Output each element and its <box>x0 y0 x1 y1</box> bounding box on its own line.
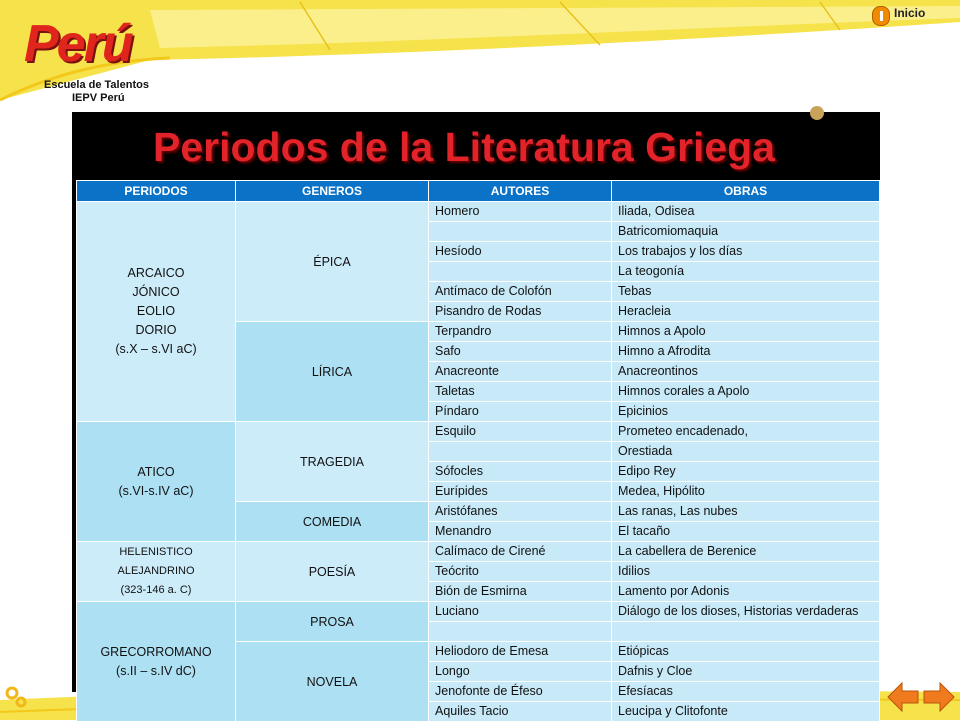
author-cell: Eurípides <box>429 482 612 502</box>
author-cell: Anacreonte <box>429 362 612 382</box>
work-cell: Leucipa y Clitofonte <box>612 702 880 722</box>
literature-table <box>76 180 880 722</box>
logo: Perú <box>24 15 132 73</box>
work-cell: Tebas <box>612 282 880 302</box>
logo-subtitle: Escuela de Talentos <box>44 79 149 91</box>
period-line: DORIO <box>135 323 177 337</box>
home-button[interactable] <box>872 6 925 26</box>
author-cell <box>429 442 612 462</box>
work-cell: Diálogo de los dioses, Historias verdaderas <box>612 602 880 622</box>
period-line: ATICO <box>137 464 175 479</box>
column-header-authors: AUTORES <box>429 181 612 202</box>
table-row <box>77 422 880 442</box>
genre-tragedia: TRAGEDIA <box>236 422 429 502</box>
work-cell <box>612 622 880 642</box>
author-cell: Longo <box>429 662 612 682</box>
work-cell: Anacreontinos <box>612 362 880 382</box>
table-row <box>77 542 880 562</box>
author-cell: Menandro <box>429 522 612 542</box>
genre-lirica: LÍRICA <box>236 322 429 422</box>
column-header-periods: PERIODOS <box>77 181 236 202</box>
author-cell: Jenofonte de Éfeso <box>429 682 612 702</box>
period-grecorromano <box>77 602 236 722</box>
work-cell: Las ranas, Las nubes <box>612 502 880 522</box>
table-row <box>77 602 880 622</box>
author-cell: Esquilo <box>429 422 612 442</box>
work-cell: Himno a Afrodita <box>612 342 880 362</box>
author-cell <box>429 262 612 282</box>
period-line: HELENISTICO <box>119 546 193 558</box>
work-cell: Iliada, Odisea <box>612 202 880 222</box>
period-line: (323-146 a. C) <box>120 584 192 596</box>
author-cell <box>429 222 612 242</box>
period-line: ARCAICO <box>127 266 185 280</box>
genre-prosa: PROSA <box>236 602 429 642</box>
author-cell: Aquiles Tacio <box>429 702 612 722</box>
rings-icon <box>4 684 30 710</box>
column-header-genres: GENEROS <box>236 181 429 202</box>
period-atico <box>77 422 236 542</box>
genre-poesia: POESÍA <box>236 542 429 602</box>
work-cell: Dafnis y Cloe <box>612 662 880 682</box>
author-cell: Luciano <box>429 602 612 622</box>
logo-subtitle-2: IEPV Perú <box>72 92 125 104</box>
table-row <box>77 202 880 222</box>
author-cell: Heliodoro de Emesa <box>429 642 612 662</box>
author-cell: Píndaro <box>429 402 612 422</box>
author-cell <box>429 622 612 642</box>
author-cell: Antímaco de Colofón <box>429 282 612 302</box>
genre-novela: NOVELA <box>236 642 429 722</box>
author-cell: Aristófanes <box>429 502 612 522</box>
period-arcaico <box>77 202 236 422</box>
column-header-works: OBRAS <box>612 181 880 202</box>
work-cell: Himnos corales a Apolo <box>612 382 880 402</box>
genre-epica: ÉPICA <box>236 202 429 322</box>
work-cell: Edipo Rey <box>612 462 880 482</box>
period-line: EOLIO <box>136 304 176 318</box>
work-cell: Prometeo encadenado, <box>612 422 880 442</box>
power-icon <box>872 6 890 26</box>
home-label: Inicio <box>894 6 926 20</box>
work-cell: Los trabajos y los días <box>612 242 880 262</box>
genre-comedia: COMEDIA <box>236 502 429 542</box>
work-cell: Efesíacas <box>612 682 880 702</box>
author-cell: Bión de Esmirna <box>429 582 612 602</box>
work-cell: Epicinios <box>612 402 880 422</box>
author-cell: Terpandro <box>429 322 612 342</box>
period-line: (s.VI-s.IV aC) <box>118 483 194 498</box>
work-cell: La teogonía <box>612 262 880 282</box>
author-cell: Sófocles <box>429 462 612 482</box>
slide-title-text: Periodos de la Literatura Griega <box>152 123 776 170</box>
author-cell: Teócrito <box>429 562 612 582</box>
work-cell: Orestiada <box>612 442 880 462</box>
work-cell: El tacaño <box>612 522 880 542</box>
period-helenistico <box>77 542 236 602</box>
work-cell: Lamento por Adonis <box>612 582 880 602</box>
work-cell: La cabellera de Berenice <box>612 542 880 562</box>
table-header-row <box>77 181 880 202</box>
work-cell: Etiópicas <box>612 642 880 662</box>
work-cell: Batricomiomaquia <box>612 222 880 242</box>
author-cell: Taletas <box>429 382 612 402</box>
author-cell: Hesíodo <box>429 242 612 262</box>
author-cell: Safo <box>429 342 612 362</box>
arrow-left-icon[interactable] <box>886 680 920 714</box>
period-line: (s.X – s.VI aC) <box>115 342 197 356</box>
period-line: ALEJANDRINO <box>117 565 195 577</box>
work-cell: Heracleia <box>612 302 880 322</box>
author-cell: Pisandro de Rodas <box>429 302 612 322</box>
author-cell: Calímaco de Cirené <box>429 542 612 562</box>
slide-title <box>72 112 880 182</box>
decoration-dot <box>810 106 824 120</box>
period-line: (s.II – s.IV dC) <box>116 663 196 678</box>
period-line: GRECORROMANO <box>100 644 212 659</box>
arrow-right-icon[interactable] <box>922 680 956 714</box>
period-line: JÓNICO <box>132 285 180 299</box>
author-cell: Homero <box>429 202 612 222</box>
work-cell: Idilios <box>612 562 880 582</box>
work-cell: Himnos a Apolo <box>612 322 880 342</box>
work-cell: Medea, Hipólito <box>612 482 880 502</box>
